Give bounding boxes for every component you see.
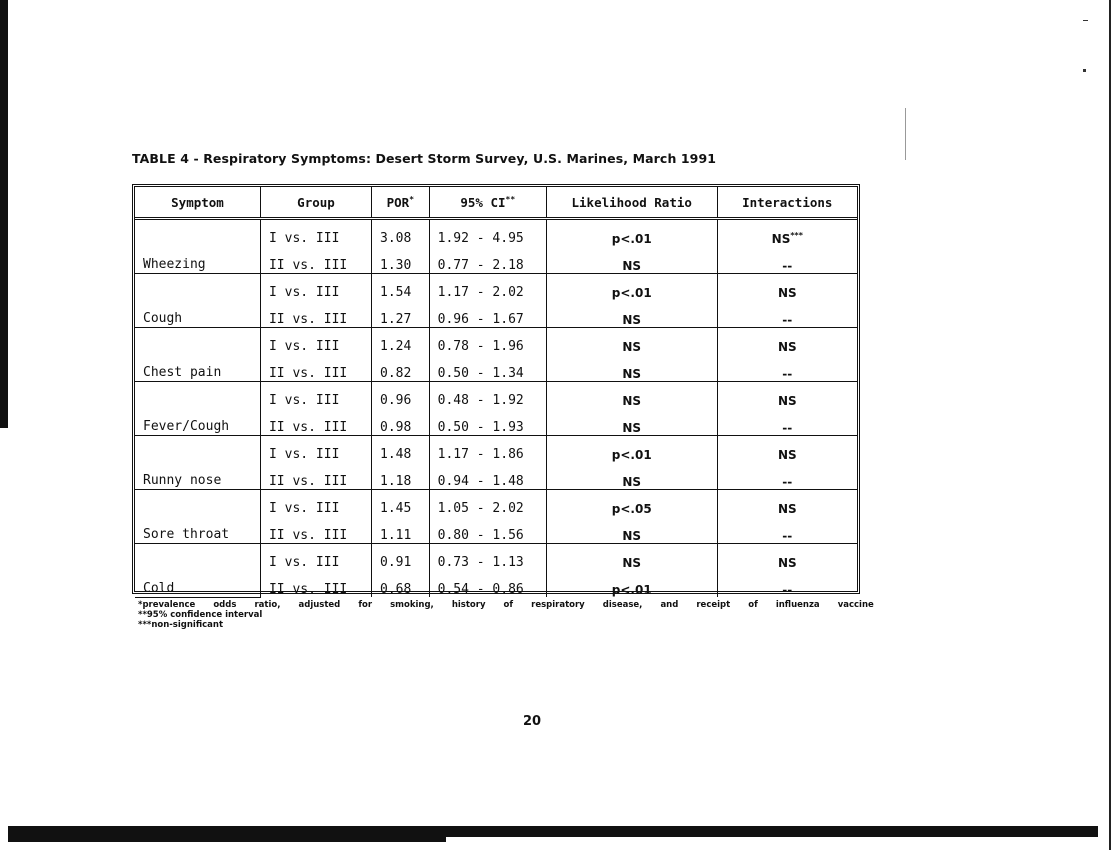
cell-symptom: Sore throat (135, 490, 260, 544)
cell-por: 1.27 (372, 301, 430, 328)
cell-likelihood-ratio: NS (546, 409, 717, 436)
table-row (135, 328, 857, 356)
cell-likelihood-ratio: NS (546, 328, 717, 356)
cell-por: 1.30 (372, 247, 430, 274)
cell-likelihood-ratio: NS (546, 247, 717, 274)
header-ci: 95% CI** (429, 187, 546, 219)
cell-por: 1.18 (372, 463, 430, 490)
cell-group: II vs. III (260, 301, 371, 328)
cell-group: II vs. III (260, 463, 371, 490)
cell-likelihood-ratio: p<.05 (546, 490, 717, 518)
table-row (135, 382, 857, 410)
cell-ci: 0.50 - 1.34 (429, 355, 546, 382)
cell-group: II vs. III (260, 409, 371, 436)
cell-ci: 0.73 - 1.13 (429, 544, 546, 572)
cell-likelihood-ratio: p<.01 (546, 274, 717, 302)
table-row (135, 544, 857, 572)
footnotes (138, 600, 874, 630)
cell-interactions: -- (782, 583, 793, 597)
cell-group: II vs. III (260, 571, 371, 597)
footnote-word: receipt (696, 600, 731, 610)
footnote-word: for (358, 600, 373, 610)
cell-ci: 0.50 - 1.93 (429, 409, 546, 436)
cell-group: I vs. III (260, 219, 371, 248)
cell-group: I vs. III (260, 328, 371, 356)
cell-group: II vs. III (260, 355, 371, 382)
footnote-word: and (660, 600, 679, 610)
footnote-word: ratio, (254, 600, 281, 610)
cell-interactions: -- (717, 463, 857, 490)
cell-por: 0.91 (372, 544, 430, 572)
cell-interactions: NS (777, 394, 797, 408)
cell-ci: 0.48 - 1.92 (429, 382, 546, 410)
cell-ci: 0.77 - 2.18 (429, 247, 546, 274)
cell-symptom: Cough (135, 274, 260, 328)
cell-por: 1.24 (372, 328, 430, 356)
cell-interactions: -- (717, 247, 857, 274)
cell-por: 3.08 (372, 219, 430, 248)
footnote-word: disease, (602, 600, 643, 610)
table-row (135, 274, 857, 302)
footnote-word: history (451, 600, 486, 610)
cell-ci: 1.17 - 2.02 (429, 274, 546, 302)
cell-likelihood-ratio: NS (546, 517, 717, 544)
footnote-word: influenza (775, 600, 820, 610)
cell-likelihood-ratio: NS (546, 301, 717, 328)
cell-likelihood-ratio: NS (546, 463, 717, 490)
header-interactions: Interactions (717, 187, 857, 219)
table-row (135, 490, 857, 518)
header-por: POR* (372, 187, 430, 219)
cell-interactions: -- (717, 355, 857, 382)
cell-symptom: Runny nose (135, 436, 260, 490)
footnote-por (138, 600, 874, 610)
cell-ci: 0.80 - 1.56 (429, 517, 546, 544)
cell-ci: 0.94 - 1.48 (429, 463, 546, 490)
cell-por: 0.68 (372, 571, 430, 597)
cell-interactions: NS (777, 286, 797, 300)
cell-group: I vs. III (260, 382, 371, 410)
cell-por: 1.45 (372, 490, 430, 518)
header-group: Group (260, 187, 371, 219)
scan-border-bottom (8, 826, 1098, 837)
cell-por: 1.48 (372, 436, 430, 464)
table-row (135, 219, 857, 248)
cell-likelihood-ratio: p<.01 (546, 219, 717, 248)
cell-group: I vs. III (260, 544, 371, 572)
header-likelihood-ratio: Likelihood Ratio (546, 187, 717, 219)
cell-por: 0.98 (372, 409, 430, 436)
cell-por: 0.96 (372, 382, 430, 410)
scan-speck (1083, 69, 1086, 72)
page-number: 20 (523, 714, 542, 729)
cell-group: II vs. III (260, 517, 371, 544)
footnote-ci: **95% confidence interval (138, 610, 263, 620)
footnote-word: smoking, (390, 600, 434, 610)
table-header-row (135, 187, 857, 219)
cell-interactions: NS (777, 448, 797, 462)
cell-likelihood-ratio: p<.01 (546, 571, 717, 597)
header-symptom: Symptom (135, 187, 260, 219)
cell-ci: 1.05 - 2.02 (429, 490, 546, 518)
cell-por: 1.54 (372, 274, 430, 302)
cell-group: II vs. III (260, 247, 371, 274)
cell-interactions: NS (777, 502, 797, 516)
cell-ci: 1.92 - 4.95 (429, 219, 546, 248)
cell-interactions: -- (717, 409, 857, 436)
cell-likelihood-ratio: NS (546, 544, 717, 572)
footnote-word: vaccine (837, 600, 874, 610)
scan-border-bottom-secondary (8, 837, 446, 842)
cell-likelihood-ratio: NS (546, 355, 717, 382)
cell-interactions: -- (717, 517, 857, 544)
cell-interactions: NS (777, 340, 797, 354)
footnote-word: odds (213, 600, 237, 610)
cell-interactions: NS*** (771, 231, 803, 246)
cell-ci: 1.17 - 1.86 (429, 436, 546, 464)
footnote-ns: ***non-significant (138, 620, 224, 630)
cell-ci: 0.54 - 0.86 (429, 571, 546, 597)
table-row (135, 436, 857, 464)
respiratory-symptoms-table (132, 184, 860, 597)
scan-border-right (1109, 0, 1111, 850)
cell-ci: 0.78 - 1.96 (429, 328, 546, 356)
cell-ci: 0.96 - 1.67 (429, 301, 546, 328)
cell-group: I vs. III (260, 274, 371, 302)
cell-symptom: Cold (135, 544, 260, 598)
cell-likelihood-ratio: NS (546, 382, 717, 410)
cell-symptom: Wheezing (135, 219, 260, 274)
footnote-word: respiratory (531, 600, 585, 610)
footnote-word: of (748, 600, 758, 610)
cell-likelihood-ratio: p<.01 (546, 436, 717, 464)
cell-group: I vs. III (260, 490, 371, 518)
cell-por: 1.11 (372, 517, 430, 544)
scan-border-left (0, 0, 8, 428)
scan-speck (905, 108, 906, 160)
scan-speck (1083, 20, 1088, 21)
cell-interactions: -- (717, 301, 857, 328)
footnote-word: of (503, 600, 514, 610)
footnote-word: *prevalence (138, 600, 196, 610)
cell-interactions: NS (777, 556, 797, 570)
cell-symptom: Fever/Cough (135, 382, 260, 436)
cell-por: 0.82 (372, 355, 430, 382)
cell-symptom: Chest pain (135, 328, 260, 382)
cell-group: I vs. III (260, 436, 371, 464)
table-title: TABLE 4 - Respiratory Symptoms: Desert Storm Survey, U.S. Marines, March 1991 (132, 151, 717, 166)
footnote-word: adjusted (298, 600, 341, 610)
